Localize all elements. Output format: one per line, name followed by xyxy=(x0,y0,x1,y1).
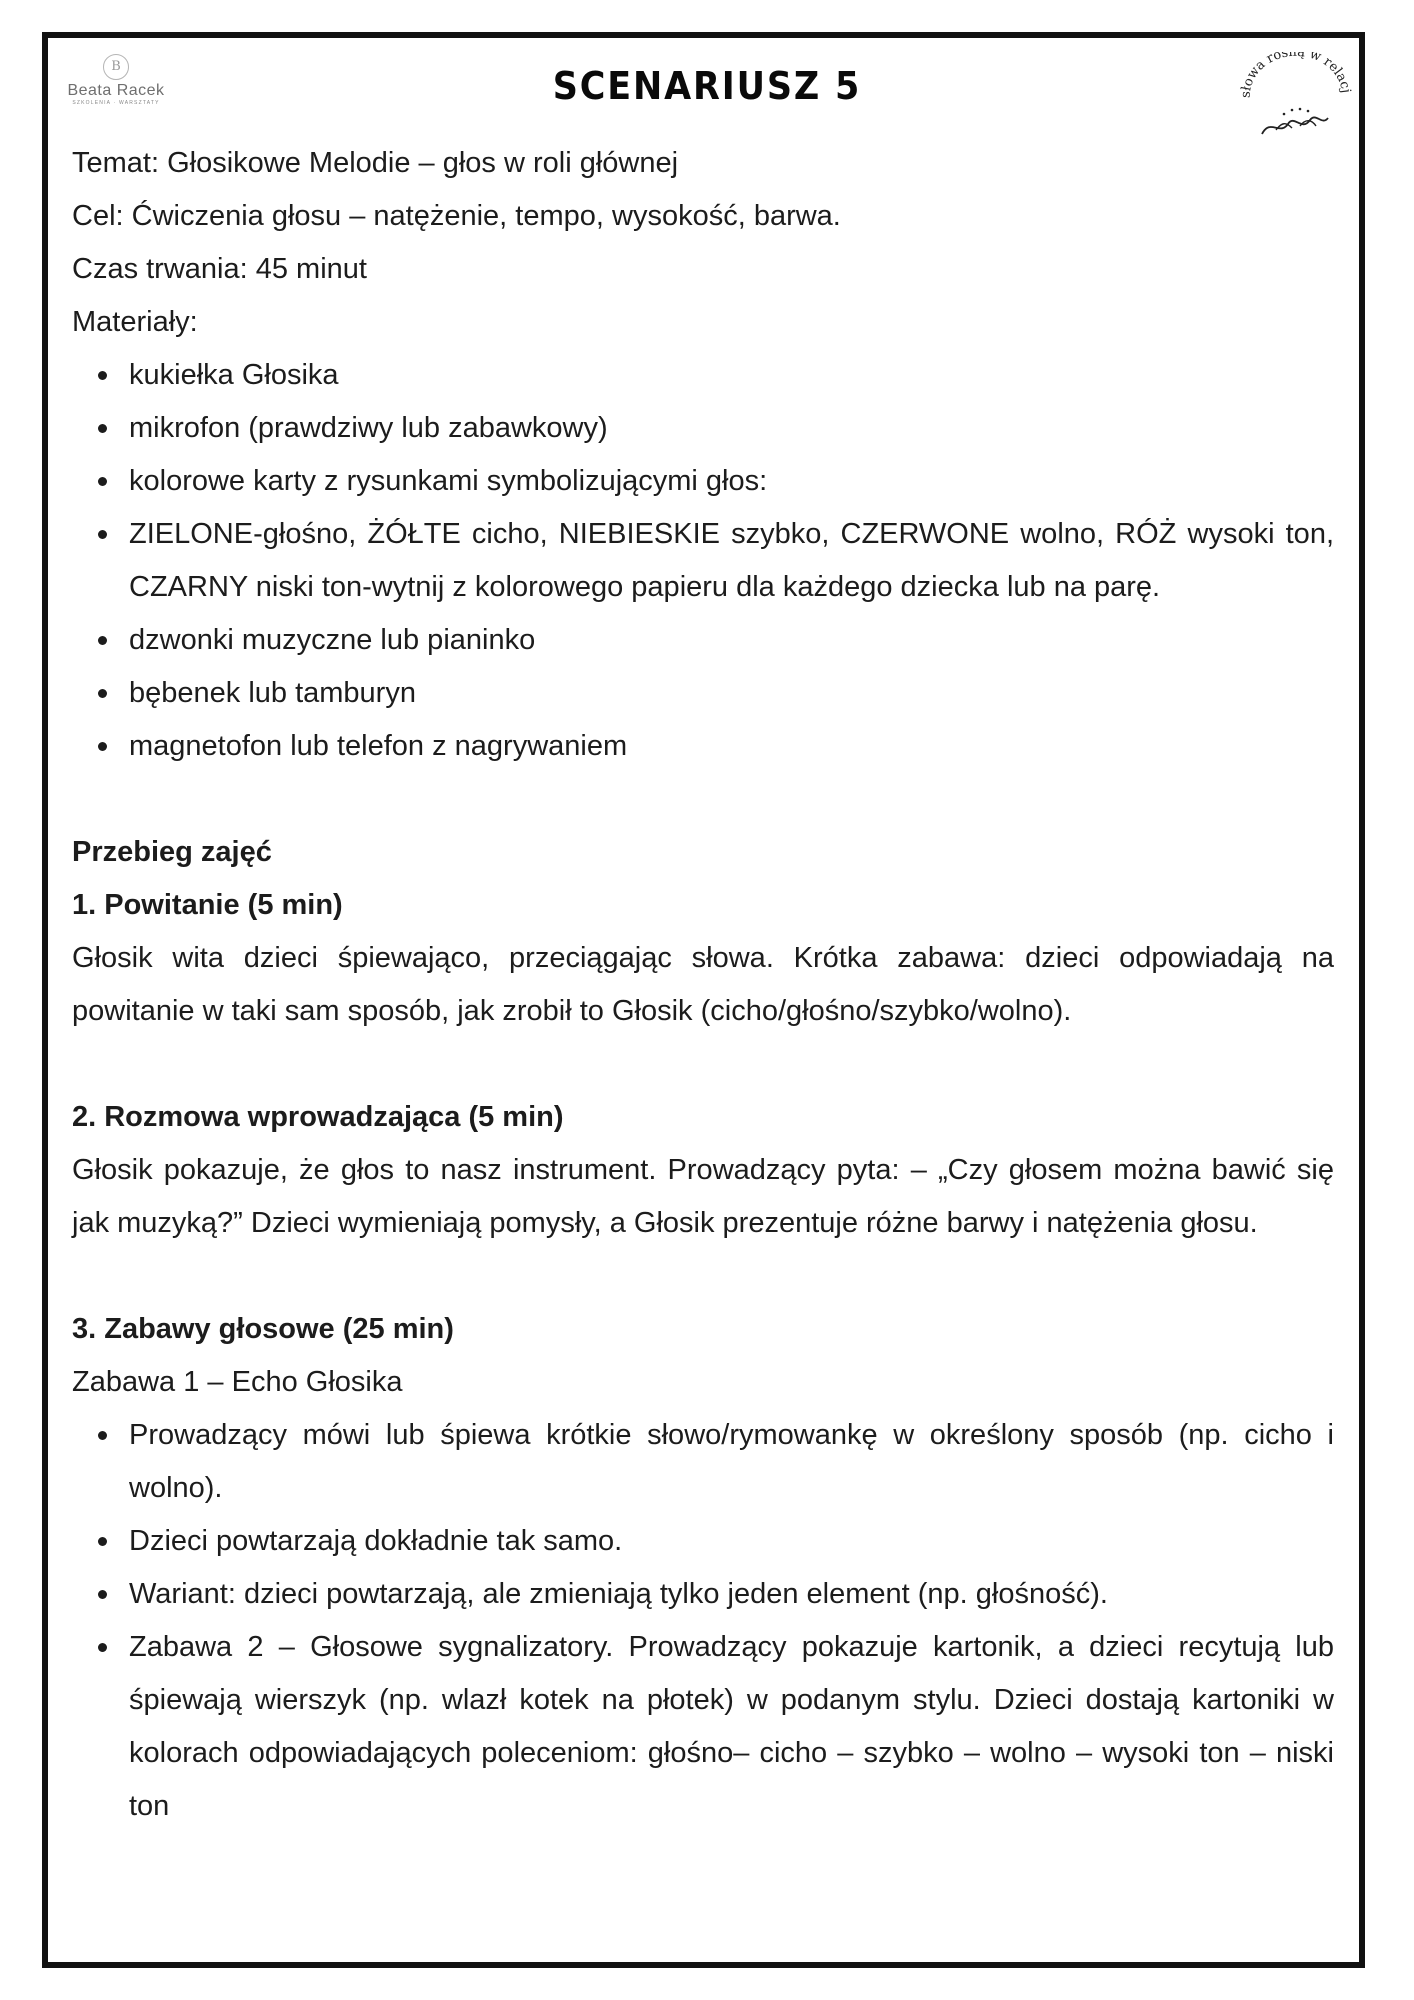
goal-line: Cel: Ćwiczenia głosu – natężenie, tempo, wysokość, barwa. xyxy=(72,200,841,232)
list-item: kolorowe karty z rysunkami symbolizującymi głos: xyxy=(129,455,1334,508)
monogram-icon: B xyxy=(103,54,129,80)
list-item: Prowadzący mówi lub śpiewa krótkie słowo/rymowankę w określony sposób (np. cicho i wolno). xyxy=(129,1409,1334,1515)
list-item: Wariant: dzieci powtarzają, ale zmieniają tylko jeden element (np. głośność). xyxy=(129,1568,1334,1621)
list-item: kukiełka Głosika xyxy=(129,349,1334,402)
materials-label: Materiały: xyxy=(72,306,198,338)
section-1-text: Głosik wita dzieci śpiewająco, przeciągając słowa. Krótka zabawa: dzieci odpowiadają na powitanie w taki sam sposób, jak zrobił to Głosik (cicho/głośno/szybko/wolno). xyxy=(72,942,1334,1027)
duration-line: Czas trwania: 45 minut xyxy=(72,253,367,285)
list-item: mikrofon (prawdziwy lub zabawkowy) xyxy=(129,402,1334,455)
document-title: SCENARIUSZ 5 xyxy=(552,64,862,108)
course-heading: Przebieg zajęć xyxy=(72,836,272,868)
logo-subtitle: SZKOLENIA · WARSZTATY xyxy=(72,100,160,106)
list-item: Dzieci powtarzają dokładnie tak samo. xyxy=(129,1515,1334,1568)
slowa-rosna-logo-graphic xyxy=(1236,52,1356,142)
logo-name: Beata Racek xyxy=(67,82,165,99)
section-2-text: Głosik pokazuje, że głos to nasz instrument. Prowadzący pyta: – „Czy głosem można bawić się jak muzyką?” Dzieci wymieniają pomysły, a Głosik prezentuje różne barwy i natężenia głosu. xyxy=(72,1154,1334,1239)
list-item: ZIELONE-głośno, ŻÓŁTE cicho, NIEBIESKIE szybko, CZERWONE wolno, RÓŻ wysoki ton, CZARNY niski ton-wytnij z kolorowego papieru dla każdego dziecka lub na parę. xyxy=(129,508,1334,614)
slowa-rosna-logo xyxy=(1236,52,1356,142)
list-item: bębenek lub tamburyn xyxy=(129,667,1334,720)
list-item: dzwonki muzyczne lub pianinko xyxy=(129,614,1334,667)
svg-text:słowa rosną w relacji: słowa rosną w relacj xyxy=(1238,52,1354,99)
games-list xyxy=(72,1409,1334,1833)
section-3-heading: 3. Zabawy głosowe (25 min) xyxy=(72,1313,454,1345)
section-1-heading: 1. Powitanie (5 min) xyxy=(72,889,343,921)
game-1-title: Zabawa 1 – Echo Głosika xyxy=(72,1366,403,1398)
materials-list xyxy=(72,349,1334,773)
scenario-content xyxy=(72,137,1334,1833)
topic-line: Temat: Głosikowe Melodie – głos w roli głównej xyxy=(72,147,679,179)
list-item: magnetofon lub telefon z nagrywaniem xyxy=(129,720,1334,773)
section-2-heading: 2. Rozmowa wprowadzająca (5 min) xyxy=(72,1101,564,1133)
list-item: Zabawa 2 – Głosowe sygnalizatory. Prowadzący pokazuje kartonik, a dzieci recytują lub śpiewają wierszyk (np. wlazł kotek na płotek) w podanym stylu. Dzieci dostają kartoniki w kolorach odpowiadających poleceniom: głośno– cicho – szybko – wolno – wysoki ton – niski ton xyxy=(129,1621,1334,1833)
